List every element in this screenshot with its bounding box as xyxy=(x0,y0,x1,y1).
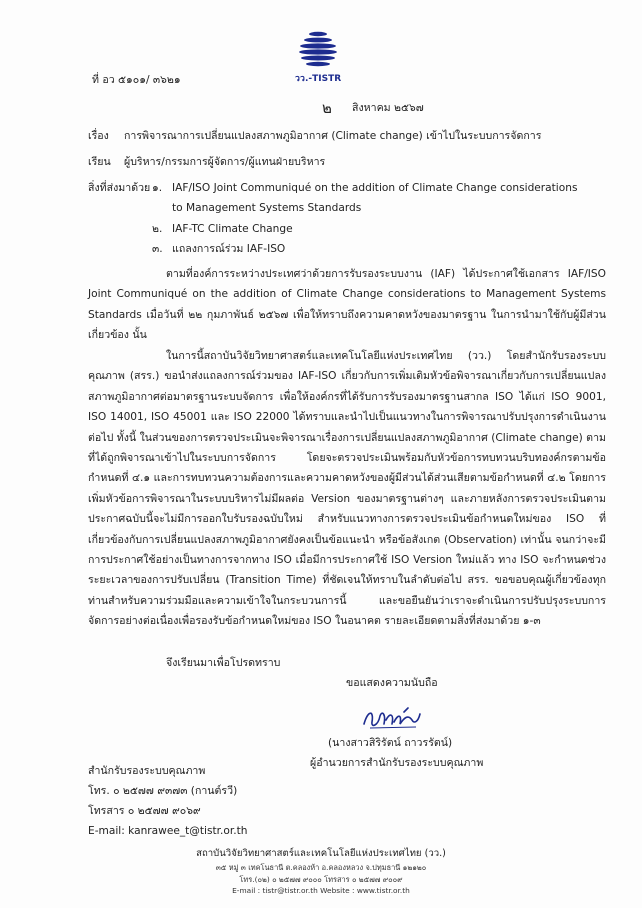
regards-text: ขอแสดงความนับถือ xyxy=(346,677,438,689)
tistr-logo xyxy=(290,26,346,86)
enclosure-number: ๑. xyxy=(152,182,163,194)
document-number: ที่ อว ๕๑๐๑/ ๓๖๒๑ xyxy=(92,74,181,86)
logo-text: วว.-TISTR xyxy=(294,74,342,84)
recipient-text: ผู้บริหาร/กรรมการผู้จัดการ/ผู้แทนฝ่ายบริหาร xyxy=(124,156,326,168)
paragraph-2-text: ในการนี้สถาบันวิจัยวิทยาศาสตร์และเทคโนโลยีแห่งประเทศไทย (วว.) โดยสำนักรับรองระบบคุณภาพ (สรร.) ขอนำส่งแถลงการณ์ร่วมของ IAF-ISO เกี่ยวกับการเพิ่มเติมหัวข้อพิจารณาเกี่ยวกับการเปลี่ยนแปลงสภาพภูมิอากาศต่อมาตรฐานระบบจัดการ เพื่อให้องค์กรที่ได้รับการรับรองมาตรฐานสากล ISO ได้แก่ ISO 9001, ISO 14001, ISO 45001 และ ISO 22000 ได้ทราบและนำไปเป็นแนวทางในการพิจารณาปรับปรุงการดำเนินงานต่อไป ทั้งนี้ ในส่วนของการตรวจประเมินจะพิจารณาเรื่องการเปลี่ยนแปลงสภาพภูมิอากาศ (Climate change) ตามที่ได้ถูกพิจารณาเข้าไปในระบบการจัดการ โดยจะตรวจประเมินพร้อมกับหัวข้อการทบทวนบริบทองค์กรตามข้อกำหนดที่ ๔.๑ และการทบทวนความต้องการและความคาดหวังของผู้มีส่วนได้ส่วนเสียตามข้อกำหนดที่ ๔.๒ โดยการเพิ่มหัวข้อการพิจารณาในระบบบริหารไม่มีผลต่อ Version ของมาตรฐานต่างๆ และภายหลังการตรวจประเมินตามประกาศฉบับนี้จะไม่มีการออกใบรับรองฉบับใหม่ สำหรับแนวทางการตรวจประเมินข้อกำหนดใหม่ของ ISO ที่เกี่ยวข้องกับการเปลี่ยนแปลงสภาพภูมิอากาศยังคงเป็นข้อแนะนำ หรือข้อสังเกต (Observation) เท่านั้น จนกว่าจะมีการประกาศใช้อย่างเป็นทางการจากทาง ISO เมื่อมีการประกาศใช้ ISO Version ใหม่แล้ว ทาง ISO จะกำหนดช่วงระยะเวลาของการปรับเปลี่ยน (Transition Time) ที่ชัดเจนให้ทราบในลำดับต่อไป สรร. ขอขอบคุณผู้เกี่ยวข้องทุกท่านสำหรับความร่วมมือและความเข้าใจในกระบวนการนี้ และขอยืนยันว่าเราจะดำเนินการปรับปรุงระบบการจัดการอย่างต่อเนื่องเพื่อรองรับข้อกำหนดใหม่ของ ISO ในอนาคต รายละเอียดตามสิ่งที่ส่งมาด้วย ๑-๓ xyxy=(88,350,606,628)
contact-email: E-mail: kanrawee_t@tistr.or.th xyxy=(88,825,248,837)
signer-name: (นางสาวสิริรัตน์ ถาวรรัตน์) xyxy=(328,737,453,749)
subject-text: การพิจารณาการเปลี่ยนแปลงสภาพภูมิอากาศ (Climate change) เข้าไปในระบบการจัดการ xyxy=(124,130,542,142)
handwritten-signature xyxy=(360,706,424,736)
closing-line: จึงเรียนมาเพื่อโปรดทราบ xyxy=(166,657,281,669)
footer-phone: โทร.(๐๒) ๐ ๒๕๗๗ ๙๐๐๐ โทรสาร ๐ ๒๕๗๗ ๙๐๐๙ xyxy=(239,875,403,884)
date-day: ๒ xyxy=(322,99,332,117)
contact-fax: โทรสาร ๐ ๒๕๗๗ ๙๐๖๙ xyxy=(88,805,201,817)
enclosure-item-line: IAF-TC Climate Change xyxy=(172,223,293,235)
footer-web: E-mail : tistr@tistr.or.th Website : www.tistr.or.th xyxy=(232,886,410,895)
date-text: สิงหาคม ๒๕๖๗ xyxy=(352,102,424,114)
contact-tel: โทร. ๐ ๒๕๗๗ ๙๓๗๓ (กานต์รวี) xyxy=(88,785,238,797)
signer-title: ผู้อำนวยการสำนักรับรองระบบคุณภาพ xyxy=(310,757,484,769)
enclosure-item-line: แถลงการณ์ร่วม IAF-ISO xyxy=(172,243,286,255)
subject-label: เรื่อง xyxy=(88,130,109,142)
footer-org: สถาบันวิจัยวิทยาศาสตร์และเทคโนโลยีแห่งประเทศไทย (วว.) xyxy=(196,848,446,859)
enclosure-item-line: to Management Systems Standards xyxy=(172,202,362,214)
enclosure-item-line: IAF/ISO Joint Communiqué on the addition of Climate Change considerations xyxy=(172,182,578,194)
recipient-label: เรียน xyxy=(88,156,111,168)
enclosure-number: ๓. xyxy=(152,243,163,255)
body-paragraph-1 xyxy=(88,264,606,346)
enclosures-label: สิ่งที่ส่งมาด้วย xyxy=(88,182,151,194)
body-paragraph-2 xyxy=(88,346,606,632)
paragraph-1-text: ตามที่องค์การระหว่างประเทศว่าด้วยการรับรองระบบงาน (IAF) ได้ประกาศใช้เอกสาร IAF/ISO Joint Communiqué on the addition of Climate Change considerations to Management Systems Standards เมื่อวันที่ ๒๒ กุมภาพันธ์ ๒๕๖๗ เพื่อให้ทราบถึงความคาดหวังของมาตรฐาน ในการนำมาใช้กับผู้มีส่วนเกี่ยวข้อง นั้น xyxy=(88,268,606,342)
contact-office: สำนักรับรองระบบคุณภาพ xyxy=(88,765,206,777)
enclosure-number: ๒. xyxy=(152,223,163,235)
footer-address: ๓๕ หมู่ ๓ เทคโนธานี ต.คลองห้า อ.คลองหลวง จ.ปทุมธานี ๑๒๑๒๐ xyxy=(215,863,427,872)
